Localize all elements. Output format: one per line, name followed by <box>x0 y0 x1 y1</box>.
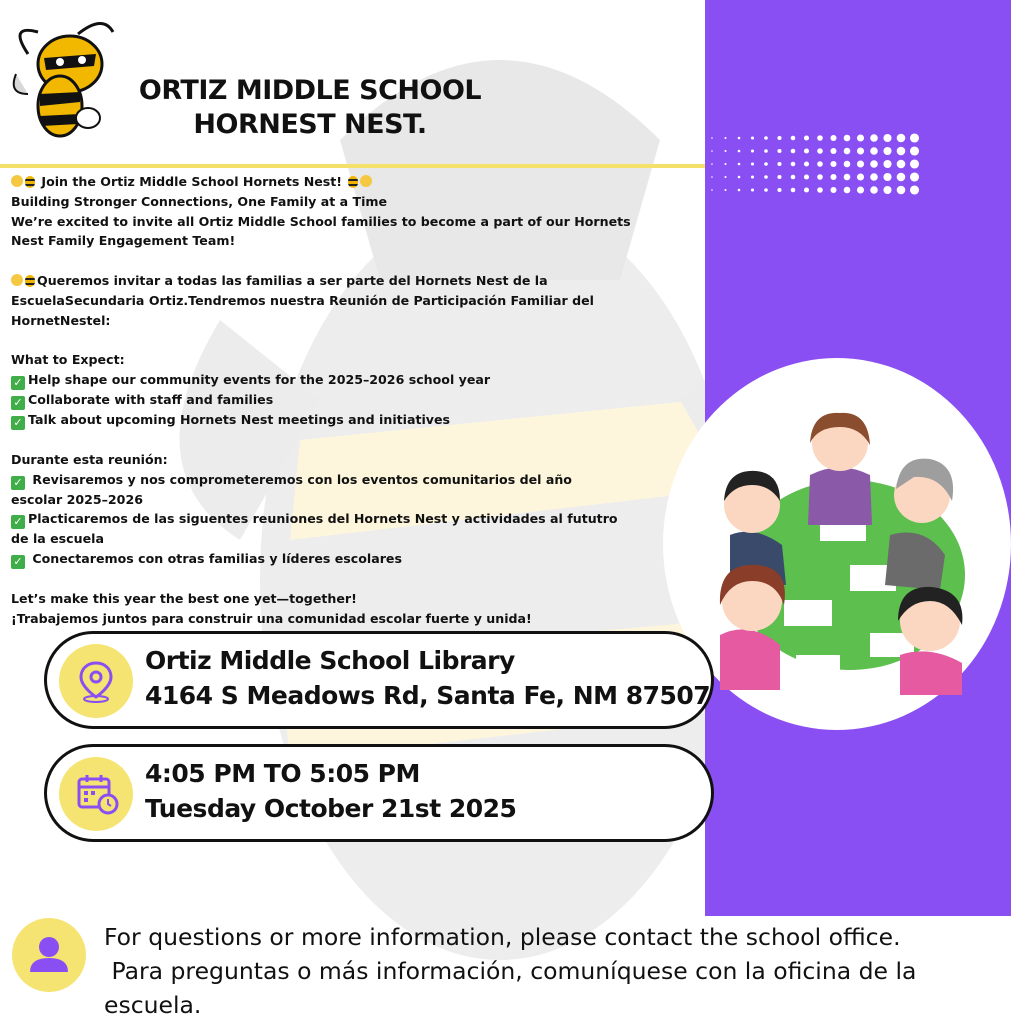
pattern-dot <box>764 149 768 153</box>
intro-tagline: Building Stronger Connections, One Family at a Time <box>11 193 388 209</box>
expect-item <box>11 410 701 430</box>
pattern-dot <box>910 185 919 194</box>
hornet-mascot-logo <box>8 14 118 142</box>
pattern-dot <box>870 134 878 142</box>
pattern-dot <box>817 174 823 180</box>
pattern-dot <box>910 159 919 168</box>
spanish-intro-line-2: EscuelaSecundaria Ortiz.Tendremos nuestra Reunión de Participación Familiar del <box>11 292 594 308</box>
pattern-dot <box>844 161 851 168</box>
pattern-dot <box>844 174 851 181</box>
pattern-dot <box>764 136 768 140</box>
pattern-dot <box>791 149 796 154</box>
pattern-dot <box>764 162 768 166</box>
checkmark-icon: ✓ <box>11 416 25 430</box>
spanish-intro-row-1 <box>11 271 701 291</box>
pattern-dot <box>777 149 781 153</box>
pattern-dot <box>910 172 919 181</box>
closing-spanish: ¡Trabajemos juntos para construir una comunidad escolar fuerte y unida! <box>11 610 532 626</box>
checkmark-icon: ✓ <box>11 555 25 569</box>
pattern-dot <box>738 137 741 140</box>
pattern-dot <box>830 174 836 180</box>
contact-spanish-line-2: escuela. <box>104 991 202 1019</box>
spanish-intro-line-3: HornetNestel: <box>11 312 111 328</box>
yellow-circle-icon <box>11 274 23 286</box>
bee-icon <box>348 176 358 188</box>
intro-invite-line-2: Nest Family Engagement Team! <box>11 233 236 249</box>
pattern-dot <box>724 176 726 178</box>
pattern-dot <box>711 137 713 139</box>
contact-spanish-line-1: Para preguntas o más información, comuníquese con la oficina de la <box>104 957 917 985</box>
info-text-block <box>11 172 701 629</box>
pattern-dot <box>857 173 864 180</box>
pattern-dot <box>724 163 726 165</box>
pattern-dot <box>724 137 726 139</box>
checkmark-icon: ✓ <box>11 476 25 490</box>
pattern-dot <box>804 187 809 192</box>
durante-item <box>11 509 701 529</box>
pattern-dot <box>910 146 919 155</box>
pattern-dot <box>897 147 906 156</box>
page-title <box>110 74 510 142</box>
pattern-dot <box>777 136 781 140</box>
expect-item-text: Collaborate with staff and families <box>28 391 274 407</box>
pattern-dot <box>817 187 823 193</box>
location-card <box>44 631 714 729</box>
pattern-dot <box>857 134 864 141</box>
pattern-dot <box>777 188 781 192</box>
pattern-dot <box>724 189 726 191</box>
pattern-dot <box>711 189 713 191</box>
location-name: Ortiz Middle School Library <box>145 646 515 675</box>
pattern-dot <box>870 186 878 194</box>
pattern-dot <box>711 150 713 152</box>
pattern-dot <box>830 187 836 193</box>
pattern-dot <box>751 149 754 152</box>
checkmark-icon: ✓ <box>11 515 25 529</box>
pattern-dot <box>738 176 741 179</box>
pattern-dot <box>817 135 823 141</box>
expect-item <box>11 390 701 410</box>
expect-heading: What to Expect: <box>11 352 125 368</box>
pattern-dot <box>738 150 741 153</box>
durante-item-cont: escolar 2025–2026 <box>11 491 143 507</box>
durante-item <box>11 470 701 490</box>
pattern-dot <box>724 150 726 152</box>
pattern-dot <box>830 135 836 141</box>
checkmark-icon: ✓ <box>11 396 25 410</box>
expect-item-text: Talk about upcoming Hornets Nest meetings and initiatives <box>28 411 451 427</box>
checkmark-icon: ✓ <box>11 376 25 390</box>
contact-info <box>104 920 1009 1022</box>
expect-item-text: Help shape our community events for the 2025–2026 school year <box>28 371 491 387</box>
durante-item <box>11 549 701 569</box>
pattern-dot <box>883 173 891 181</box>
expect-item <box>11 370 701 390</box>
pattern-dot <box>883 134 891 142</box>
pattern-dot <box>791 136 796 141</box>
yellow-circle-icon <box>11 175 23 187</box>
durante-item-text: Placticaremos de las siguentes reuniones del Hornets Nest y actividades al fututro <box>28 511 618 527</box>
closing-english: Let’s make this year the best one yet—together! <box>11 590 357 606</box>
pattern-dot <box>897 173 906 182</box>
pattern-dot <box>804 174 809 179</box>
pattern-dot <box>804 161 809 166</box>
pattern-dot <box>711 163 713 165</box>
pattern-dot <box>857 186 864 193</box>
pattern-dot <box>777 162 781 166</box>
pattern-dot <box>817 161 823 167</box>
pattern-dot <box>844 135 851 142</box>
pattern-dot <box>751 162 754 165</box>
pattern-dot <box>830 148 836 154</box>
pattern-dot <box>804 135 809 140</box>
person-icon <box>12 918 86 992</box>
event-date: Tuesday October 21st 2025 <box>145 794 517 823</box>
pattern-dot <box>791 162 796 167</box>
durante-item-text: Conectaremos con otras familias y líderes escolares <box>28 551 402 567</box>
location-address: 4164 S Meadows Rd, Santa Fe, NM 87507 <box>145 681 711 710</box>
durante-item-cont: de la escuela <box>11 531 104 547</box>
title-line-1: ORTIZ MIDDLE SCHOOL <box>138 75 482 106</box>
time-card <box>44 744 714 842</box>
pattern-dot <box>870 147 878 155</box>
pattern-dot <box>897 160 906 169</box>
bee-icon <box>25 176 35 188</box>
pattern-dot <box>791 188 796 193</box>
intro-invite-line-1: We’re excited to invite all Ortiz Middle School families to become a part of our Hornets <box>11 213 631 229</box>
pattern-dot <box>897 186 906 195</box>
contact-english: For questions or more information, please contact the school office. <box>104 923 901 951</box>
durante-item-text: Revisaremos y nos comprometeremos con los eventos comunitarios del año <box>28 471 572 487</box>
location-pin-icon <box>59 644 133 718</box>
pattern-dot <box>883 160 891 168</box>
divider-line <box>0 164 705 168</box>
pattern-dot <box>751 188 754 191</box>
pattern-dot <box>711 176 713 178</box>
pattern-dot <box>883 147 891 155</box>
time-range: 4:05 PM TO 5:05 PM <box>145 759 420 788</box>
family-meeting-illustration <box>700 405 990 700</box>
pattern-dot <box>870 160 878 168</box>
pattern-dot <box>844 187 851 194</box>
calendar-clock-icon <box>59 757 133 831</box>
pattern-dot <box>764 188 768 192</box>
durante-heading: Durante esta reunión: <box>11 451 168 467</box>
intro-headline: Join the Ortiz Middle School Hornets Nest! <box>41 174 343 189</box>
pattern-dot <box>857 147 864 154</box>
pattern-dot <box>870 173 878 181</box>
pattern-dot <box>791 175 796 180</box>
pattern-dot <box>738 189 741 192</box>
pattern-dot <box>817 148 823 154</box>
pattern-dot <box>897 134 906 143</box>
spanish-intro-line-1: Queremos invitar a todas las familias a ser parte del Hornets Nest de la <box>37 272 548 288</box>
pattern-dot <box>883 186 891 194</box>
pattern-dot <box>804 148 809 153</box>
yellow-circle-icon <box>360 175 372 187</box>
pattern-dot <box>830 161 836 167</box>
dot-pattern <box>708 130 928 200</box>
pattern-dot <box>751 175 754 178</box>
pattern-dot <box>738 163 741 166</box>
pattern-dot <box>764 175 768 179</box>
pattern-dot <box>857 160 864 167</box>
pattern-dot <box>910 133 919 142</box>
intro-headline-row <box>11 172 701 192</box>
pattern-dot <box>751 136 754 139</box>
pattern-dot <box>844 148 851 155</box>
pattern-dot <box>777 175 781 179</box>
bee-icon <box>25 275 35 287</box>
title-line-2: HORNEST NEST. <box>193 109 427 140</box>
